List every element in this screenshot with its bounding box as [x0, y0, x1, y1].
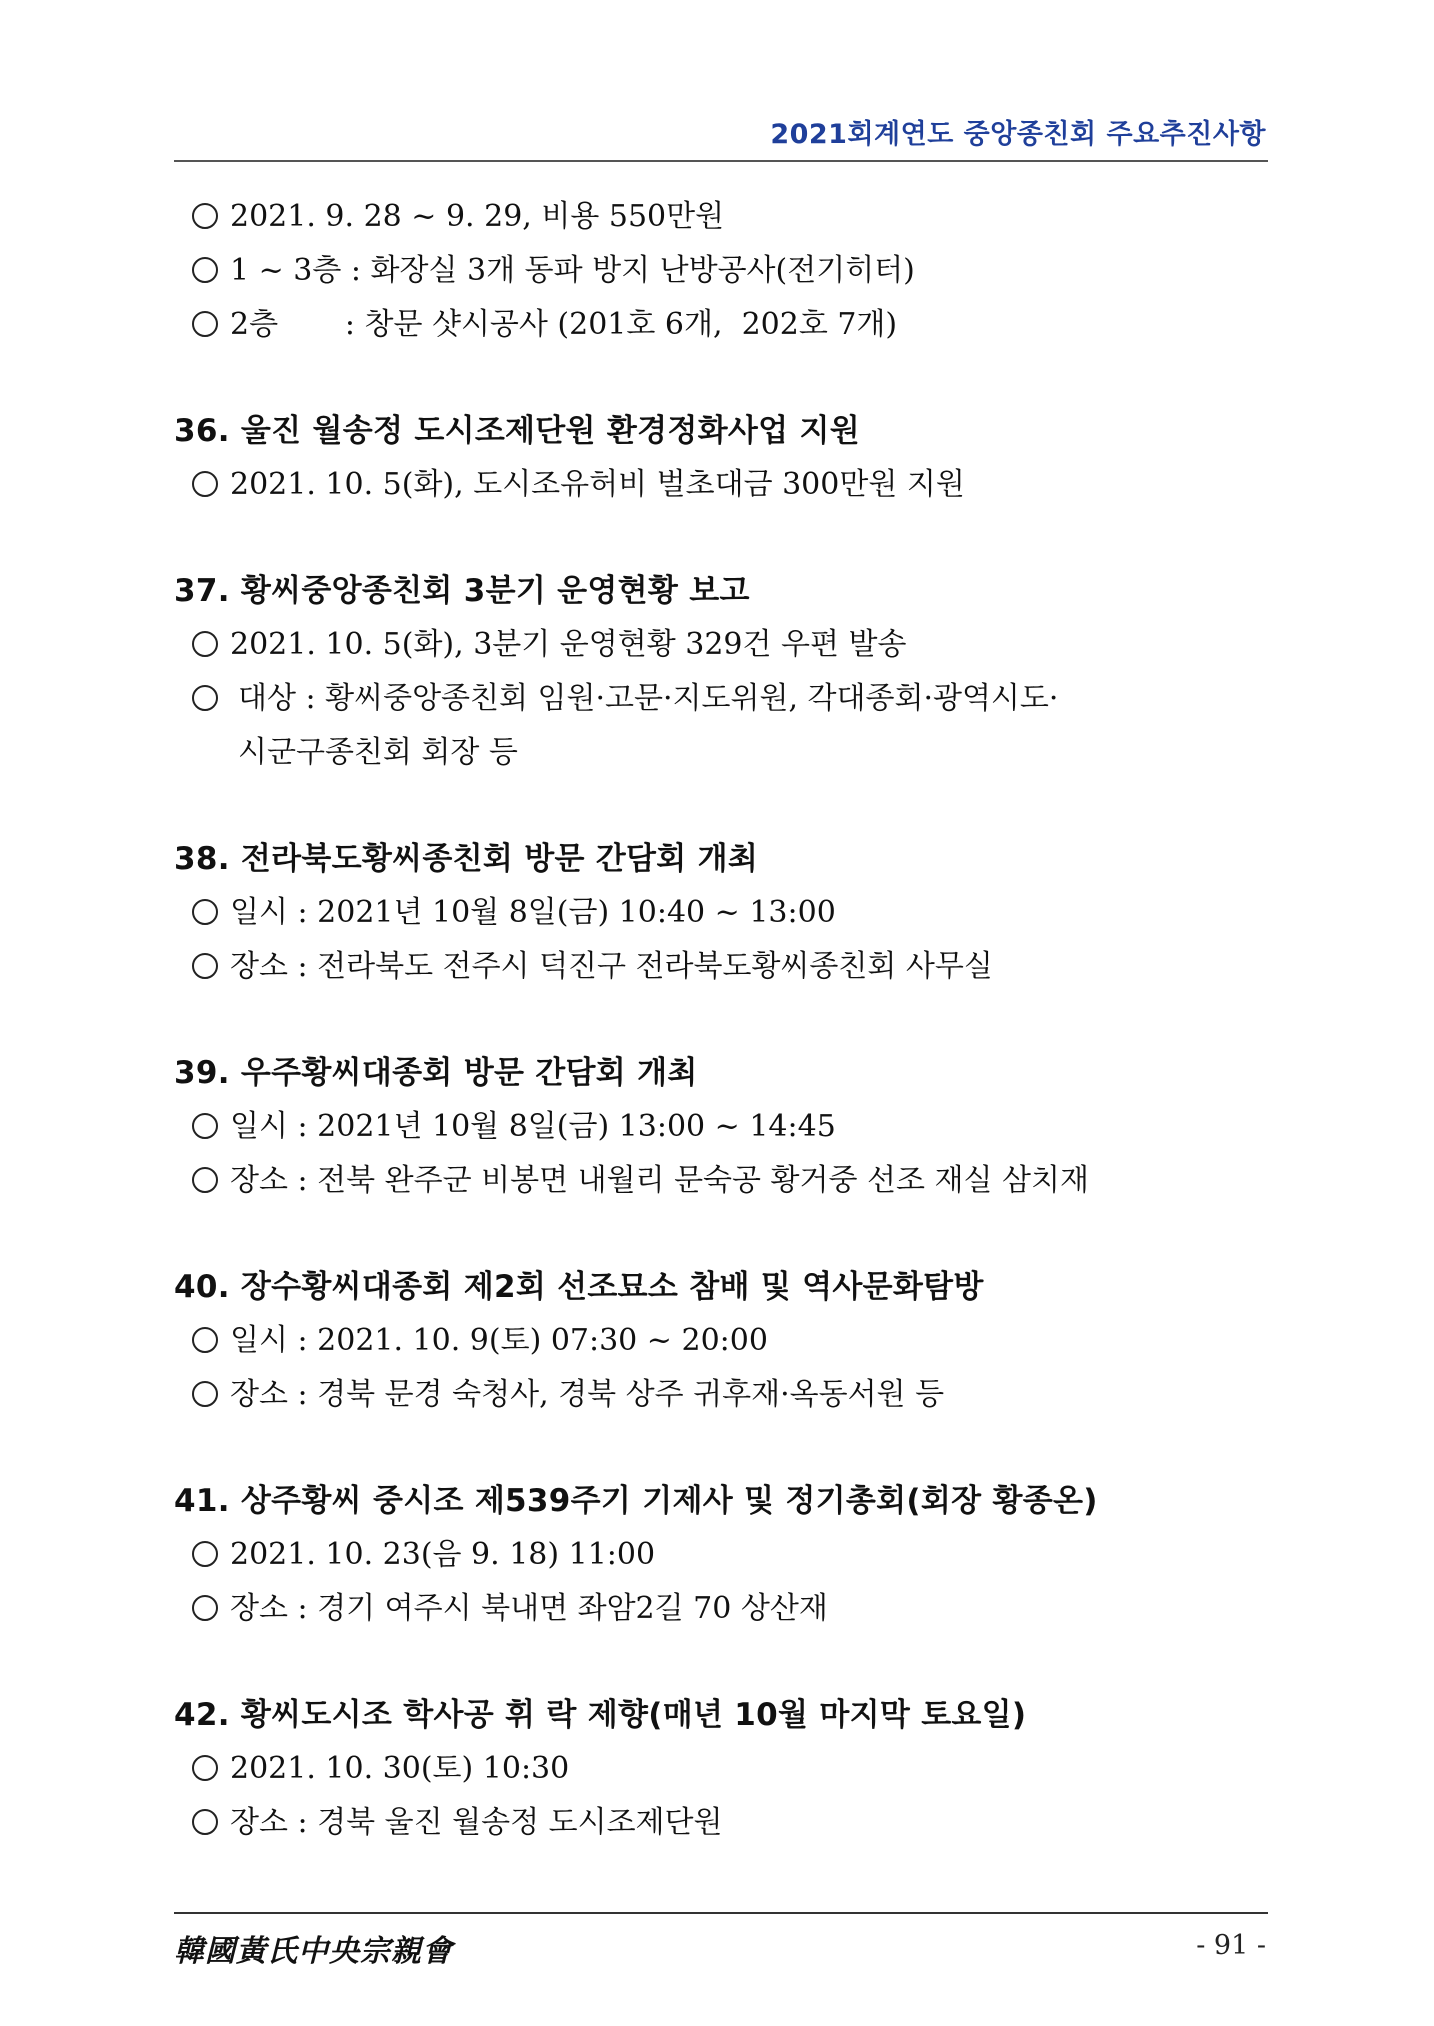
section-title: 42. 황씨도시조 학사공 휘 락 제향(매년 10월 마지막 토요일): [174, 1697, 1027, 1733]
list-item: 장소 : 경북 문경 숙청사, 경북 상주 귀후재·옥동서원 등: [174, 1368, 1268, 1422]
section-41: [174, 1474, 1268, 1636]
circle-bullet-icon: [192, 953, 218, 979]
circle-bullet-icon: [192, 1595, 218, 1621]
list-item: 장소 : 경기 여주시 북내면 좌암2길 70 상산재: [174, 1582, 1268, 1636]
section-title: 38. 전라북도황씨종친회 방문 간담회 개최: [174, 841, 759, 877]
circle-bullet-icon: [192, 257, 218, 283]
list-item: 장소 : 전북 완주군 비봉면 내월리 문숙공 황거중 선조 재실 삼치재: [174, 1154, 1268, 1208]
circle-bullet-icon: [192, 1755, 218, 1781]
circle-bullet-icon: [192, 471, 218, 497]
section-title: 39. 우주황씨대종회 방문 간담회 개최: [174, 1055, 698, 1091]
list-item: 2021. 10. 23(음 9. 18) 11:00: [174, 1528, 1268, 1582]
wrapped-line-2: 시군구종친회 회장 등: [238, 735, 518, 770]
header-title: 2021회계연도 중앙종친회 주요추진사항: [770, 119, 1266, 150]
circle-bullet-icon: [192, 1113, 218, 1139]
intro-bullet-list: [174, 190, 1268, 352]
list-item: 일시 : 2021년 10월 8일(금) 10:40 ~ 13:00: [174, 886, 1268, 940]
header-divider: [174, 160, 1268, 162]
circle-bullet-icon: [192, 1809, 218, 1835]
list-item: 장소 : 전라북도 전주시 덕진구 전라북도황씨종친회 사무실: [174, 940, 1268, 994]
list-item: [174, 672, 1268, 780]
section-42: [174, 1688, 1268, 1850]
section-title: 41. 상주황씨 중시조 제539주기 기제사 및 정기총회(회장 황종온): [174, 1483, 1098, 1519]
circle-bullet-icon: [192, 1381, 218, 1407]
list-item: 2층 : 창문 샷시공사 (201호 6개, 202호 7개): [174, 298, 1268, 352]
circle-bullet-icon: [192, 1167, 218, 1193]
list-item: 일시 : 2021년 10월 8일(금) 13:00 ~ 14:45: [174, 1100, 1268, 1154]
document-body: [174, 190, 1268, 1850]
list-item: 2021. 10. 30(토) 10:30: [174, 1742, 1268, 1796]
section-title: 36. 울진 월송정 도시조제단원 환경정화사업 지원: [174, 413, 860, 449]
list-item: 1 ~ 3층 : 화장실 3개 동파 방지 난방공사(전기히터): [174, 244, 1268, 298]
section-36: [174, 404, 1268, 512]
section-37: [174, 564, 1268, 780]
circle-bullet-icon: [192, 1327, 218, 1353]
section-39: [174, 1046, 1268, 1208]
page-number: - 91 -: [1196, 1930, 1266, 1961]
list-item: 2021. 10. 5(화), 도시조유허비 벌초대금 300만원 지원: [174, 458, 1268, 512]
circle-bullet-icon: [192, 311, 218, 337]
footer-organization-name: 韓國黃氏中央宗親會: [174, 1934, 453, 1969]
list-item: 장소 : 경북 울진 월송정 도시조제단원: [174, 1796, 1268, 1850]
circle-bullet-icon: [192, 1541, 218, 1567]
section-38: [174, 832, 1268, 994]
circle-bullet-icon: [192, 899, 218, 925]
section-title: 40. 장수황씨대종회 제2회 선조묘소 참배 및 역사문화탐방: [174, 1269, 984, 1305]
footer-divider: [174, 1912, 1268, 1914]
section-title: 37. 황씨중앙종친회 3분기 운영현황 보고: [174, 573, 750, 609]
list-item: 일시 : 2021. 10. 9(토) 07:30 ~ 20:00: [174, 1314, 1268, 1368]
circle-bullet-icon: [192, 631, 218, 657]
list-item: 2021. 10. 5(화), 3분기 운영현황 329건 우편 발송: [174, 618, 1268, 672]
section-40: [174, 1260, 1268, 1422]
list-item: 2021. 9. 28 ~ 9. 29, 비용 550만원: [174, 190, 1268, 244]
circle-bullet-icon: [192, 685, 218, 711]
circle-bullet-icon: [192, 203, 218, 229]
wrapped-line-1: 대상 : 황씨중앙종친회 임원·고문·지도위원, 각대종회·광역시도·: [238, 681, 1059, 716]
